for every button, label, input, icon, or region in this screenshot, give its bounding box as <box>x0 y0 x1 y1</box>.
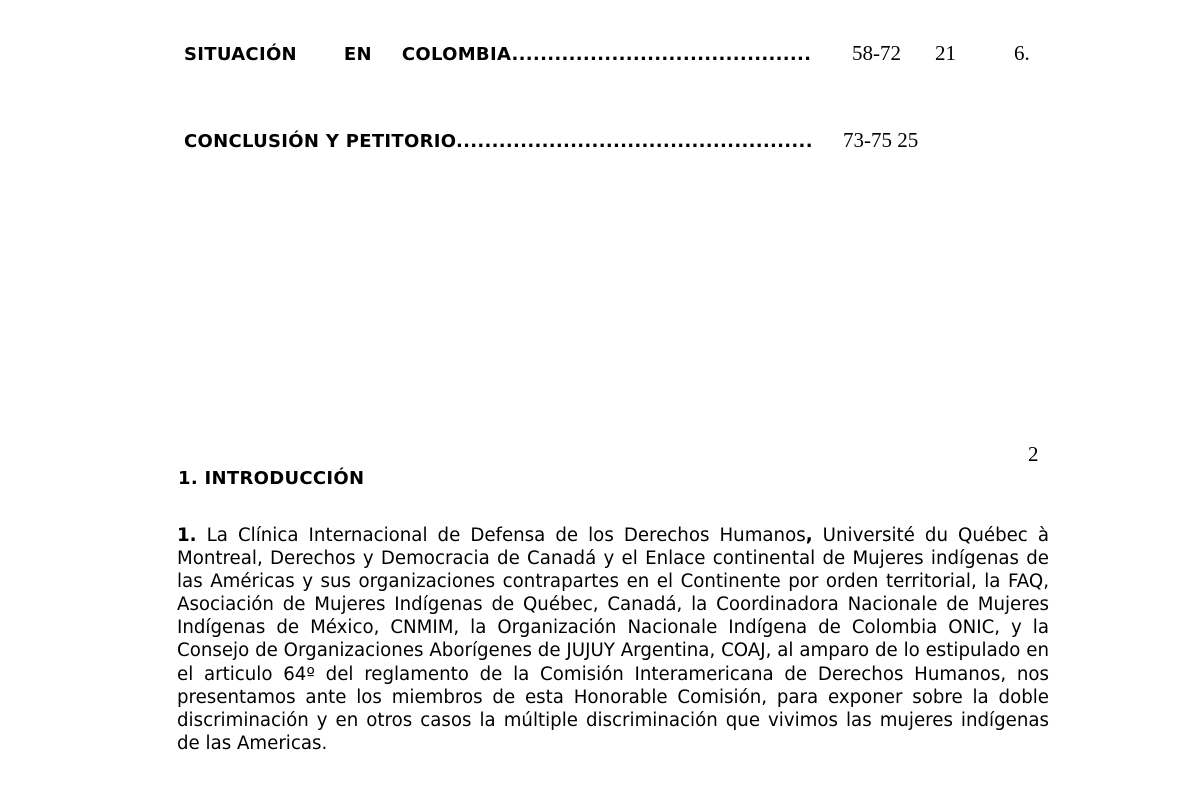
section-heading: 1. INTRODUCCIÓN <box>178 468 365 489</box>
toc-entry-word: SITUACIÓN <box>184 44 297 65</box>
paragraph-text: Université du Québec à Montreal, Derechos y Democracia de Canadá y el Enlace continental de Mujeres indígenas de las Américas y sus organizaciones contrapartes en el Continente por orden territorial, la FAQ, Asociación de Mujeres Indígenas de Québec, Canadá, la Coordinadora Nacionale de Mujeres Indígenas de México, CNMIM, la Organización Nacionale Indígena de Colombia ONIC, y la Consejo de Organizaciones Aborígenes de JUJUY Argentina, COAJ, al amparo de lo estipulado en el articulo 64º del reglamento de la Comisión Interamericana de Derechos Humanos, nos presentamos ante los miembros de esta Honorable Comisión, para exponer sobre la doble discriminación y en otros casos la múltiple discriminación que vivimos las mujeres indígenas de las Americas. <box>177 525 1050 754</box>
paragraph-number: 1. <box>177 525 197 546</box>
page-number: 2 <box>1028 442 1039 466</box>
toc-entry-word: COLOMBIA <box>401 44 512 65</box>
toc-entry-situacion <box>184 44 811 65</box>
toc-page-range: 73-75 25 <box>843 128 919 152</box>
paragraph-bold-comma: , <box>805 525 813 546</box>
introduction-paragraph <box>177 524 1049 755</box>
toc-entry-word: EN <box>343 44 372 65</box>
toc-page-range: 58-72 <box>852 41 901 65</box>
toc-page-number: 21 <box>935 41 956 65</box>
toc-leader-dots: .......................................... <box>511 44 812 65</box>
toc-leader-dots: .................................................. <box>455 131 813 152</box>
toc-entry-title: CONCLUSIÓN Y PETITORIO <box>184 131 456 152</box>
toc-entry-conclusion <box>184 131 813 152</box>
toc-trailing-number: 6. <box>1014 41 1030 65</box>
paragraph-text: La Clínica Internacional de Defensa de los Derechos Humanos <box>196 525 806 546</box>
